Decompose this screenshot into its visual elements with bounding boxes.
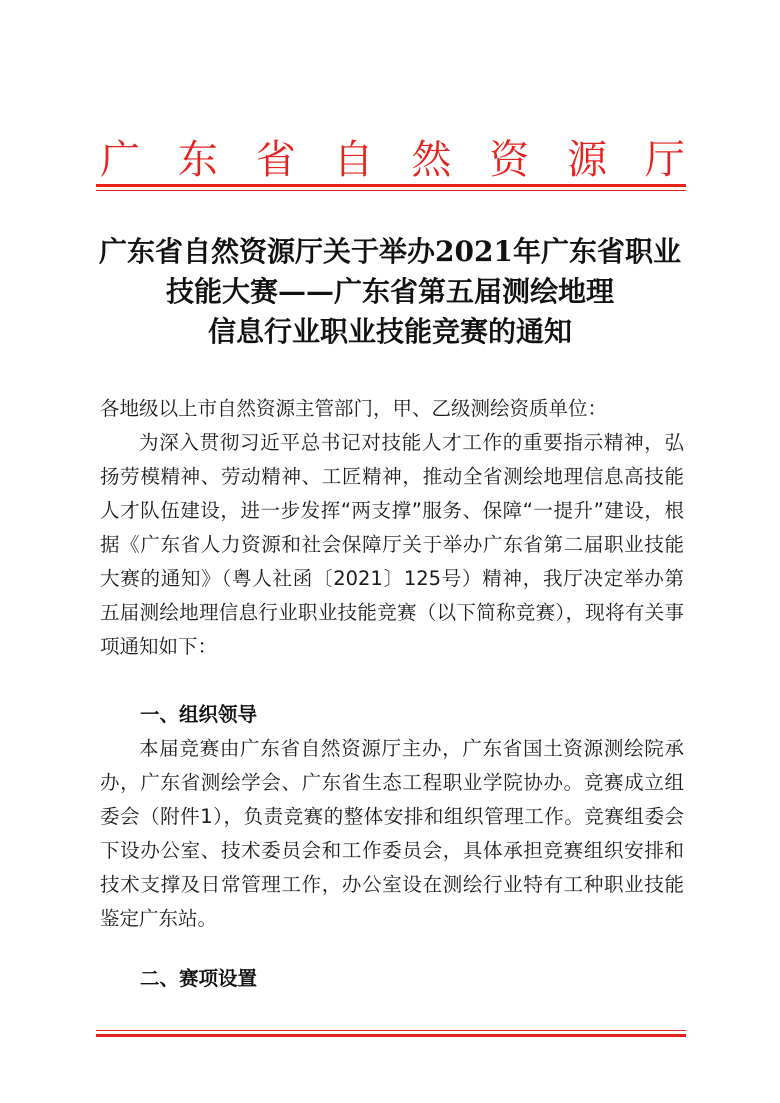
letterhead-char: 资 [489, 137, 530, 183]
footer-rule-thick [96, 1034, 686, 1037]
intro-paragraph: 为深入贯彻习近平总书记对技能人才工作的重要指示精神，弘扬劳模精神、劳动精神、工匠精神，推动全省测绘地理信息高技能人才队伍建设，进一步发挥“两支撑”服务、保障“一提升”建设，根据《广东省人力资源和社会保障厅关于举办广东省第二届职业技能大赛的通知》（粤人社函〔2021〕125号）精神，我厅决定举办第五届测绘地理信息行业职业技能竞赛（以下简称竞赛），现将有关事项通知如下： [100, 431, 684, 658]
salutation: 各地级以上市自然资源主管部门，甲、乙级测绘资质单位： [100, 397, 608, 420]
letterhead-char: 自 [333, 137, 374, 183]
letterhead-char: 厅 [644, 137, 685, 183]
document-title-line: 技能大赛——广东省第五届测绘地理 [165, 275, 614, 308]
letterhead-char: 然 [411, 137, 452, 183]
document-title-line: 信息行业职业技能竞赛的通知 [207, 315, 572, 348]
letterhead-rule-thin [96, 190, 686, 191]
letterhead-char: 省 [255, 137, 296, 183]
letterhead-char: 广 [100, 137, 140, 183]
letterhead-title [100, 132, 685, 188]
section-heading: 二、赛项设置 [140, 967, 258, 990]
document-title-line: 广东省自然资源厅关于举办2021年广东省职业 [99, 235, 681, 268]
footer-rule-thin [96, 1030, 686, 1031]
letterhead-rule-thick [96, 184, 686, 187]
section-heading: 一、组织领导 [140, 703, 258, 726]
section-paragraph: 本届竞赛由广东省自然资源厅主办，广东省国土资源测绘院承办，广东省测绘学会、广东省生态工程职业学院协办。竞赛成立组委会（附件1），负责竞赛的整体安排和组织管理工作。竞赛组委会下设办公室、技术委员会和工作委员会，具体承担竞赛组织安排和技术支撑及日常管理工作，办公室设在测绘行业特有工种职业技能鉴定广东站。 [100, 737, 684, 930]
letterhead-char: 东 [177, 137, 218, 183]
document-title [80, 232, 700, 352]
section-paragraph-block [100, 732, 684, 936]
intro-paragraph-block [100, 426, 684, 664]
letterhead-char: 源 [567, 137, 608, 183]
